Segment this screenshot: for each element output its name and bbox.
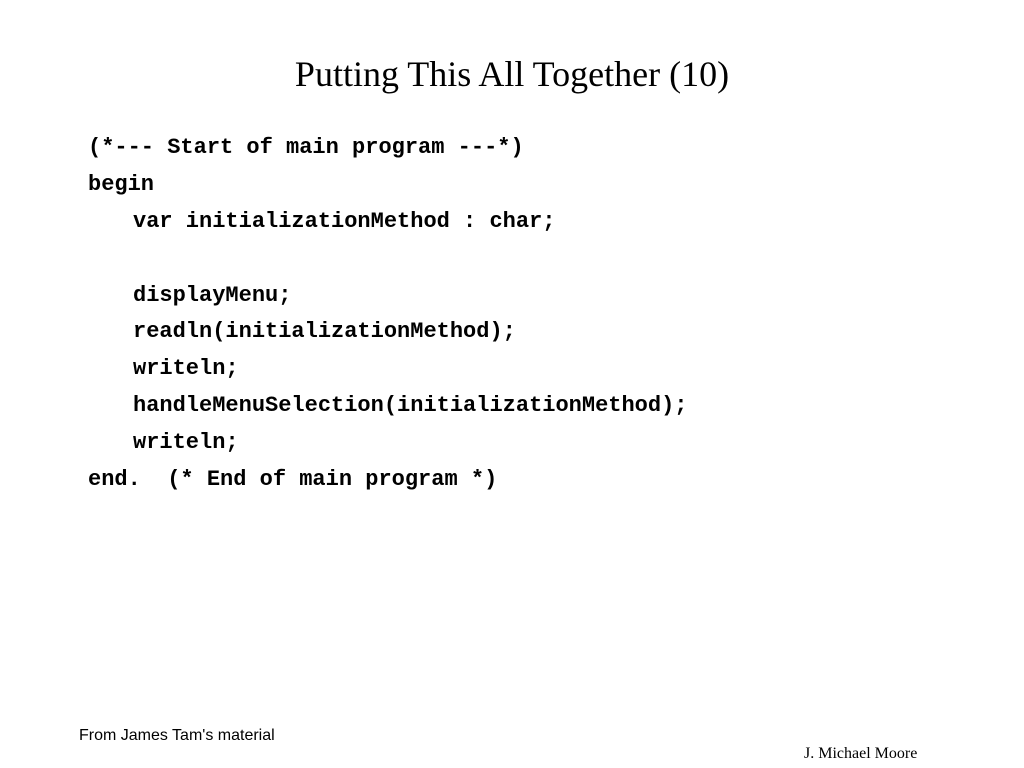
code-line: writeln; xyxy=(133,430,239,456)
code-line: var initializationMethod : char; xyxy=(133,208,556,234)
code-line: readln(initializationMethod); xyxy=(133,319,516,345)
code-line: handleMenuSelection(initializationMethod); xyxy=(133,393,688,419)
code-line: begin xyxy=(88,171,155,197)
code-line: displayMenu; xyxy=(133,282,292,308)
code-block xyxy=(88,130,688,499)
slide-title: Putting This All Together (10) xyxy=(294,54,730,94)
code-line: writeln; xyxy=(133,356,239,382)
footer-author: J. Michael Moore xyxy=(804,745,918,762)
footer-source-note: From James Tam's material xyxy=(79,727,275,744)
code-line: end. (* End of main program *) xyxy=(88,467,498,493)
code-line: (*--- Start of main program ---*) xyxy=(88,135,524,160)
code-line xyxy=(88,241,688,278)
